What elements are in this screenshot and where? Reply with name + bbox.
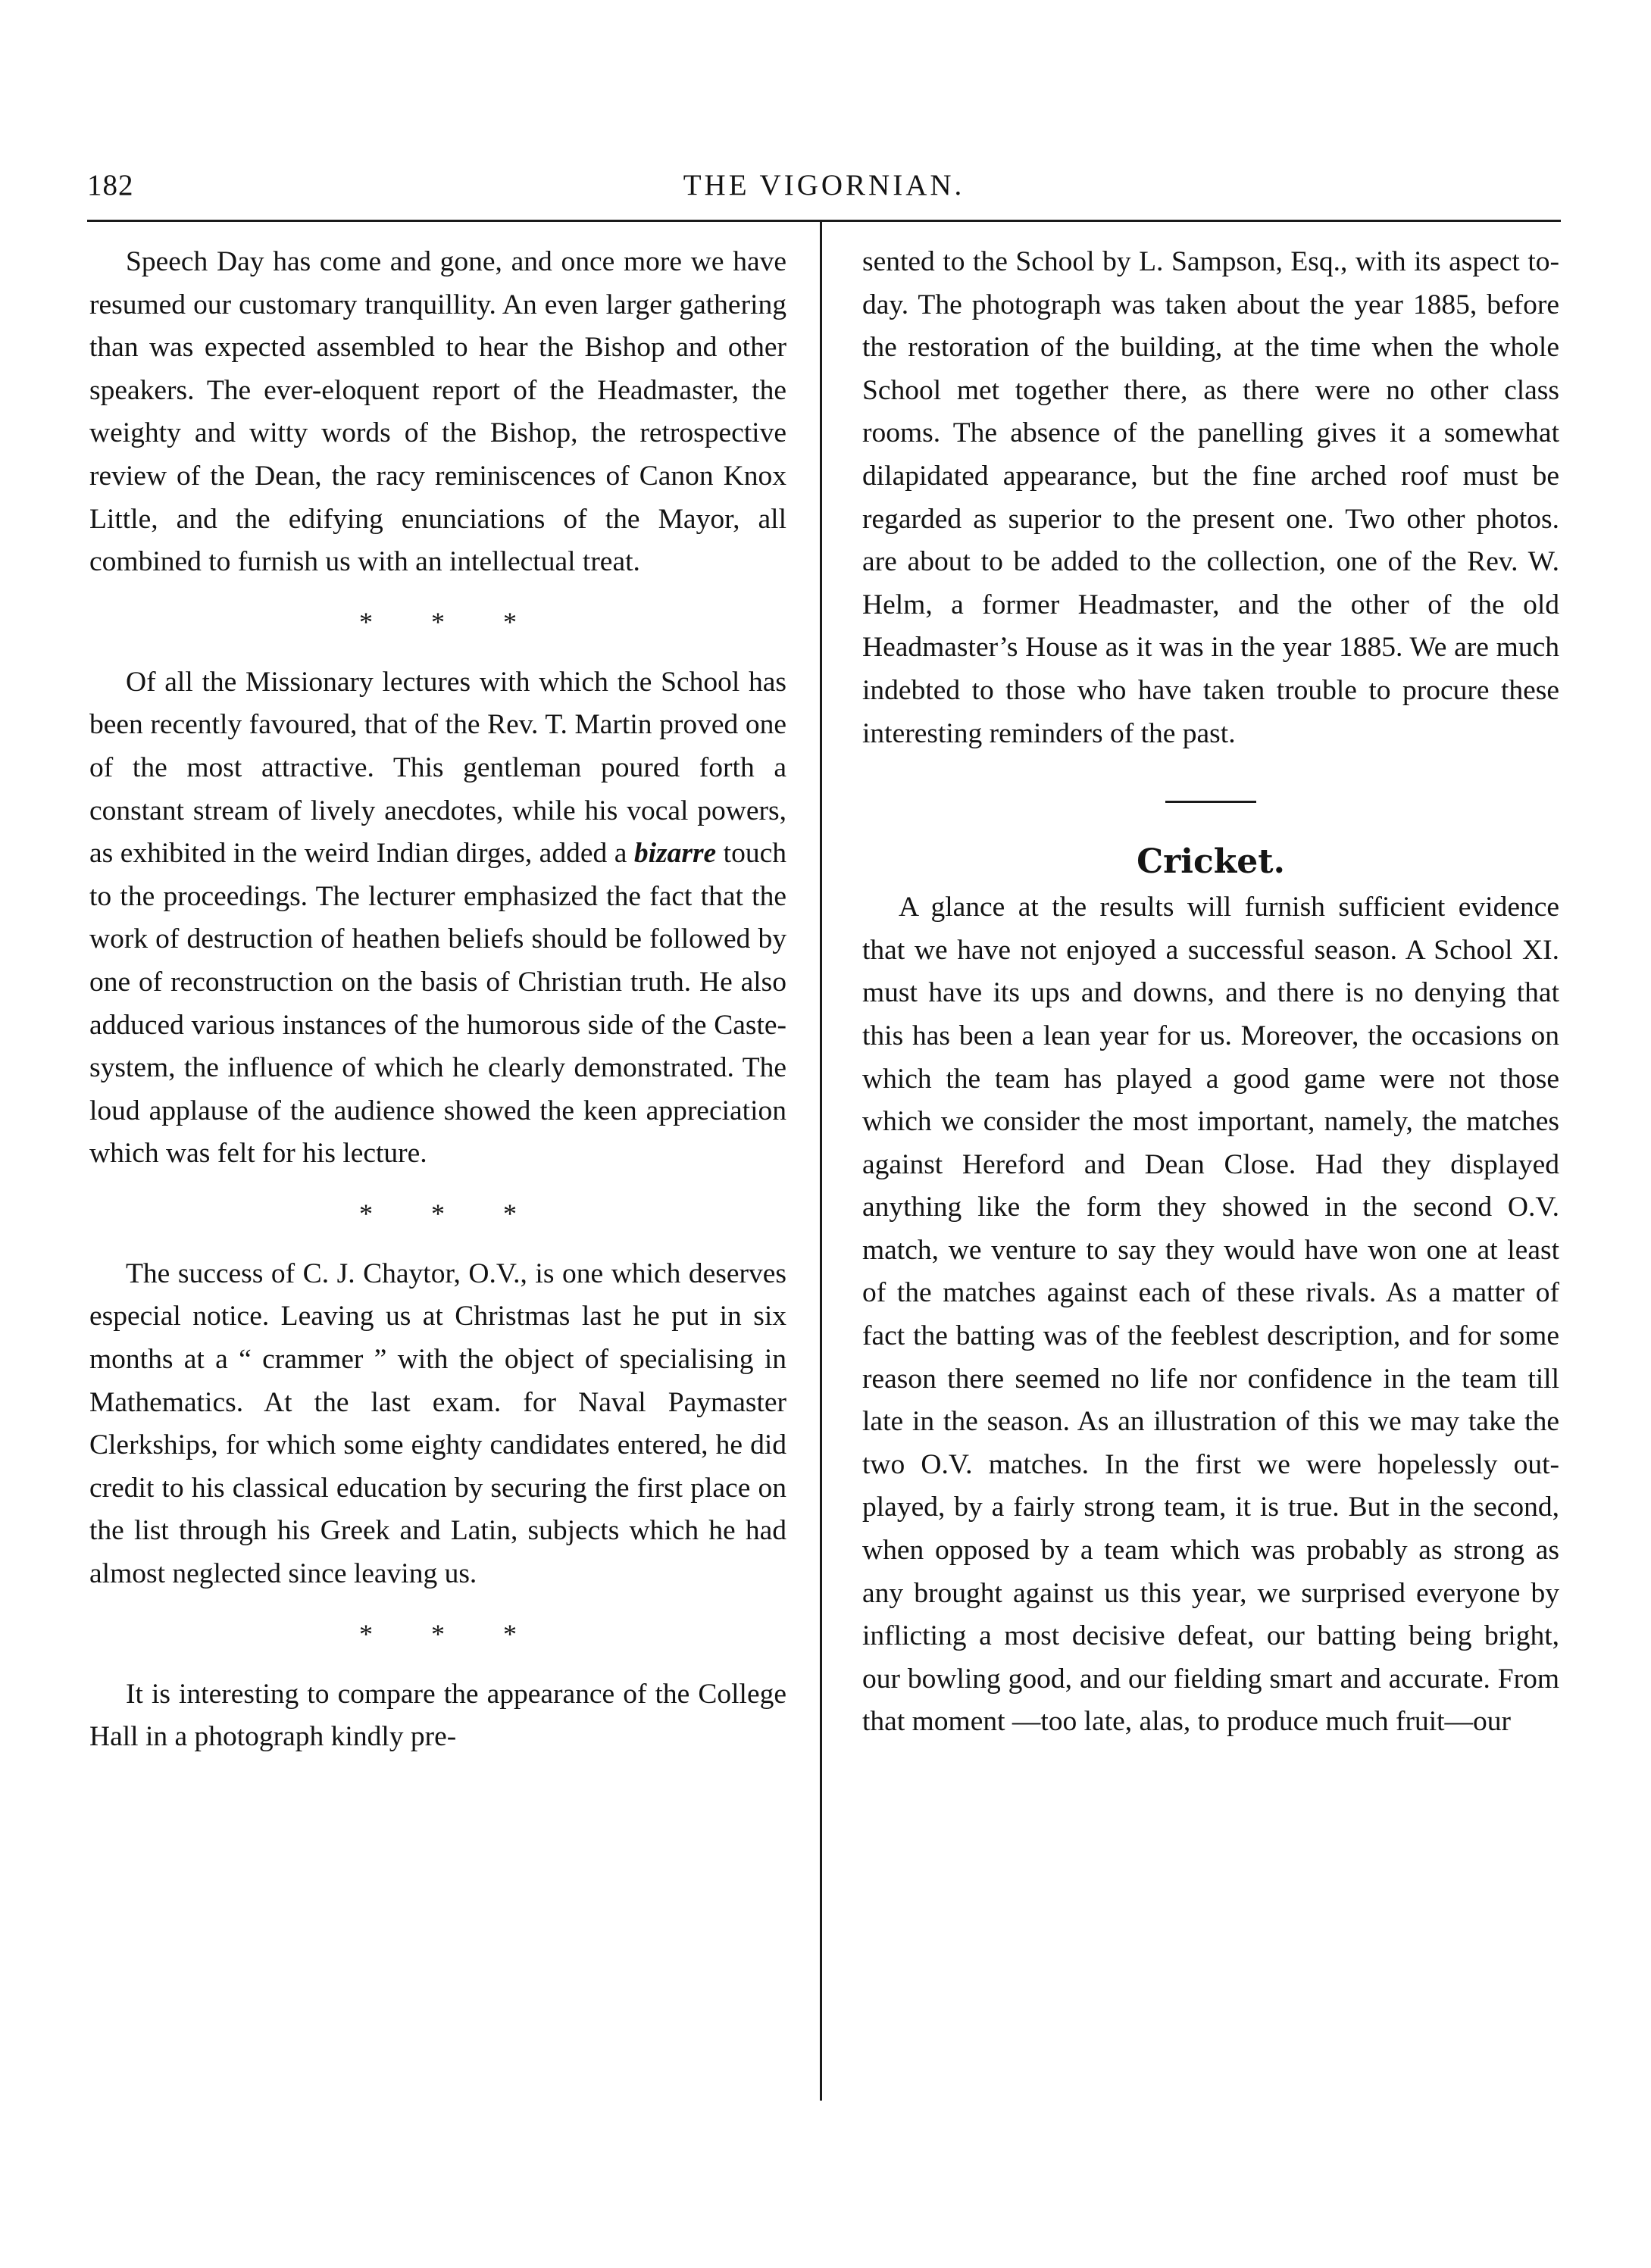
paragraph-speech-day: Speech Day has come and gone, and once more we have resumed our customary tranquillity. An even larger gathering than was expected assembled to hear the Bishop and other speakers. The ever-eloquent report of the Headmaster, the weighty and witty words of the Bishop, the retrospective review of the Dean, the racy reminiscences of Canon Knox Little, and the edifying enunciations of the Mayor, all combined to furnish us with an intellectual treat.: [89, 246, 786, 578]
text-run: Of all the Missionary lectures with which the School has been recently favoured, that of the Rev. T. Martin proved one of the most attractive. This gentleman poured forth a constant stream of lively anecdotes, while his vocal powers, as exhibited in the weird Indian dirges, added a: [89, 666, 786, 870]
page-number: 182: [87, 169, 134, 201]
running-title: THE VIGORNIAN.: [683, 169, 965, 201]
paragraph-photograph: sented to the School by L. Sampson, Esq., with its aspect to-day. The photograph was taken about the year 1885, before the restoration of the building, at the time when the whole School met together there, as there were no other class rooms. The absence of the panelling gives it a somewhat dilapidated appearance, but the fine arched roof must be regarded as superior to the present one. Two other photos. are about to be added to the collection, one of the Rev. W. Helm, a former Headmaster, and the other of the old Headmaster’s House as it was in the year 1885. We are much indebted to those who have taken trouble to procure these interesting reminders of the past.: [862, 246, 1559, 749]
section-separator: * * *: [359, 1198, 517, 1229]
section-separator: * * *: [359, 1618, 517, 1649]
left-column: [89, 241, 786, 1759]
paragraph-chaytor-success: The success of C. J. Chaytor, O.V., is one which deserves especial notice. Leaving us at Christmas last he put in six months at a “ crammer ” with the object of specialising in Mathematics. At the last exam. for Naval Paymaster Clerkships, for which some eighty candidates entered, he did credit to his classical education by securing the first place on the list through his Greek and Latin, subjects which he had almost neglected since leaving us.: [89, 1257, 786, 1590]
section-heading-cricket: Cricket.: [1137, 842, 1285, 882]
header-rule: [87, 220, 1561, 222]
section-separator: * * *: [359, 606, 517, 637]
paragraph-missionary-lecture: [89, 661, 786, 1176]
right-column: [862, 241, 1559, 1744]
italic-word: bizarre: [633, 838, 717, 870]
paragraph-college-hall: It is interesting to compare the appearance of the College Hall in a photograph kindly pre-: [89, 1678, 786, 1753]
text-run: touch to the proceedings. The lecturer emphasized the fact that the work of destruction of heathen beliefs should be followed by one of reconstruction on the basis of Christian truth. He also adduced various instances of the humorous side of the Caste-system, the influence of which he clearly demonstrated. The loud applause of the audience showed the keen appreciation which was felt for his lecture.: [89, 838, 786, 1170]
column-divider: [820, 222, 822, 2101]
paragraph-cricket: A glance at the results will furnish sufficient evidence that we have not enjoyed a successful season. A School XI. must have its ups and downs, and there is no denying that this has been a lean year for us. Moreover, the occasions on which the team has played a good game were not those which we consider the most important, namely, the matches against Hereford and Dean Close. Had they displayed anything like the form they showed in the second O.V. match, we venture to say they would have won one at least of the matches against each of these rivals. As a matter of fact the batting was of the feeblest description, and for some reason there seemed no life nor confidence in the team till late in the season. As an illustration of this we may take the two O.V. matches. In the first we were hopelessly out-played, by a fairly strong team, it is true. But in the second, when opposed by a team which was probably as strong as any brought against us this year, we surprised everyone by inflicting a most decisive defeat, our batting being bright, our bowling good, and our fielding smart and accurate. From that moment —too late, alas, to produce much fruit—our: [862, 892, 1559, 1738]
section-rule: [1165, 801, 1256, 803]
page-header: [87, 168, 1561, 205]
